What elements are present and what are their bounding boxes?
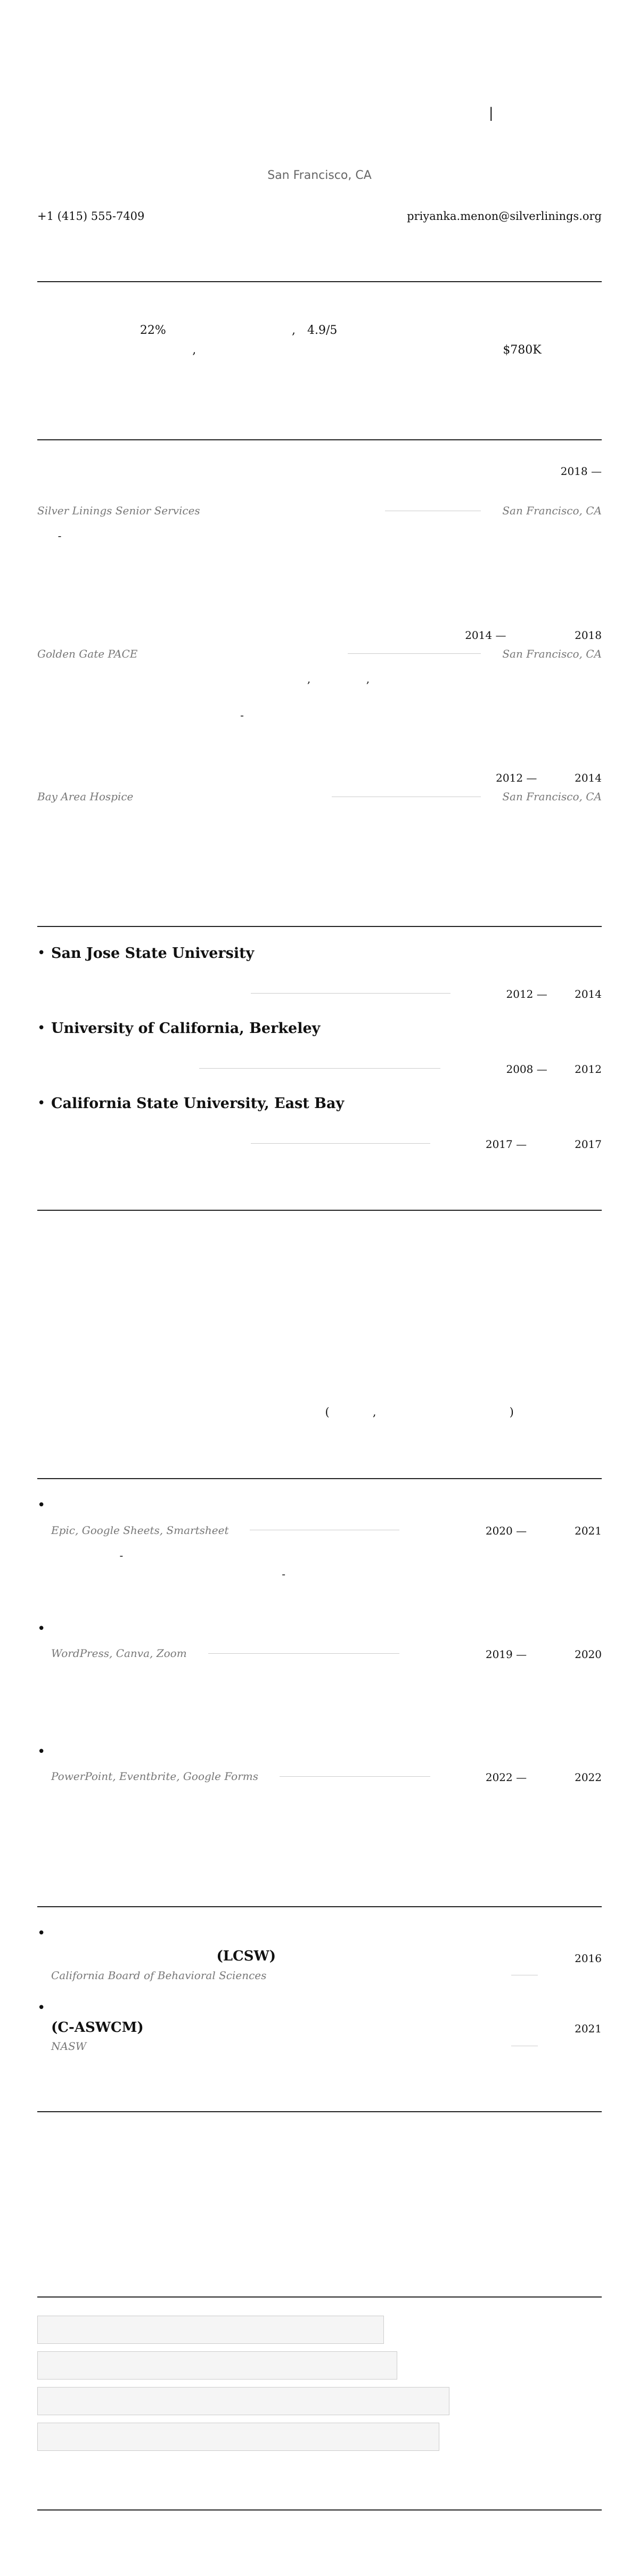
education-entry: [37, 1020, 602, 1076]
education-dates: ᅟᅟᅟ 2012 — ᅟᅟ 2014: [472, 988, 602, 1001]
job-dates: ᅟᅟᅟ 2012 — ᅟᅟᅟ 2014: [461, 772, 602, 785]
project-entry: [37, 1497, 602, 1601]
job-entry: [37, 765, 602, 867]
bullet-icon: •: [37, 1925, 46, 1941]
certification-date: ᅟᅟᅟᅟ 2021: [530, 2022, 602, 2035]
interest-tag: ᅟᅟᅟᅟᅟᅟᅟᅟ ᅟᅟ ᅟᅟᅟ ᅟᅟᅟ ᅟᅟ ᅟᅟᅟᅟᅟᅟᅟ ᅟᅟᅟᅟᅟᅟ: [37, 2316, 384, 2344]
job-org: Silver Linings Senior Services: [37, 504, 200, 518]
field-of-study: ᅟᅟᅟᅟᅟᅟᅟᅟᅟᅟᅟ ᅟᅟᅟᅟᅟᅟ: [51, 1138, 230, 1151]
field-of-study: ᅟᅟᅟᅟᅟᅟ ᅟᅟᅟᅟᅟᅟ: [51, 1063, 178, 1076]
language-row: [37, 2130, 602, 2147]
project-dates: ᅟᅟᅟᅟᅟᅟ 2019 — ᅟᅟᅟᅟ 2020: [420, 1647, 602, 1661]
language-level: ᅟᅟᅟᅟᅟᅟᅟᅟᅟᅟᅟᅟ: [465, 2193, 602, 2207]
education-section: [37, 900, 602, 1151]
references-text: ᅟᅟᅟᅟᅟᅟᅟ ᅟᅟ ᅟᅟᅟᅟᅟᅟᅟᅟ: [228, 2530, 411, 2544]
skill-level: ᅟᅟᅟᅟᅟ: [547, 1406, 602, 1419]
section-title: ᅟᅟᅟᅟ ᅟᅟᅟᅟᅟ: [37, 414, 602, 440]
degree: ᅟᅟᅟᅟᅟᅟᅟᅟᅟᅟ: [51, 1118, 154, 1131]
certification-issuer: NASW: [51, 2039, 87, 2053]
job-org: Bay Area Hospice: [37, 790, 134, 803]
job-location: San Francisco, CA: [502, 647, 602, 660]
candidate-name: ᅟᅟᅟᅟᅟᅟᅟᅟᅟ ᅟᅟᅟᅟ: [51, 40, 588, 88]
bullet-icon: •: [37, 1620, 46, 1637]
education-entry: [37, 945, 602, 1001]
skill-group: [37, 1382, 602, 1420]
job-title: ᅟᅟᅟᅟᅟᅟᅟᅟ ᅟᅟᅟᅟᅟᅟᅟᅟᅟᅟᅟᅟᅟ ᅟᅟᅟᅟᅟᅟᅟ ᅟᅟᅟᅟᅟᅟᅟᅟᅟᅟᅟ: [37, 462, 436, 500]
skill-group: [37, 1280, 602, 1317]
skill-name: ᅟᅟᅟᅟᅟ ᅟᅟ ᅟᅟᅟᅟᅟᅟᅟ ᅟᅟᅟᅟᅟᅟ ᅟᅟᅟᅟᅟ (ᅟᅟᅟᅟ, ᅟᅟᅟᅟᅟᅟᅟᅟᅟᅟᅟᅟ): [37, 1406, 514, 1419]
skill-category: ᅟᅟᅟᅟᅟᅟ: [37, 1282, 102, 1295]
skill-name: ᅟᅟᅟᅟᅟᅟᅟᅟᅟᅟᅟ ᅟᅟᅟᅟᅟᅟ ᅟᅟ ᅟᅟᅟᅟ ᅟᅟᅟᅟᅟᅟ: [37, 1303, 365, 1317]
section-title: ᅟᅟᅟᅟᅟᅟᅟᅟᅟᅟᅟᅟ: [37, 1881, 602, 1907]
language-name: ᅟᅟᅟᅟᅟ: [37, 2163, 94, 2177]
language-row: [37, 2191, 602, 2208]
project-dates: ᅟᅟᅟᅟᅟᅟ 2020 — ᅟᅟᅟᅟ 2021: [420, 1524, 602, 1538]
project-title: ᅟᅟᅟᅟᅟᅟᅟᅟᅟ ᅟᅟᅟᅟᅟᅟ ᅟᅟᅟᅟᅟᅟ ᅟᅟ: [51, 1623, 372, 1640]
bullet-icon: •: [37, 1999, 46, 2016]
resume-page: [37, 0, 606, 2576]
skill-group: [37, 1331, 602, 1368]
school-name: University of California, Berkeley: [51, 1020, 321, 1037]
section-title: ᅟᅟᅟᅟᅟ: [37, 900, 602, 927]
project-dates: ᅟᅟᅟ 2022 — ᅟᅟᅟᅟ 2022: [451, 1770, 602, 1784]
project-tech: WordPress, Canva, Zoom: [51, 1647, 187, 1660]
job-title: ᅟᅟᅟᅟᅟᅟᅟ ᅟᅟᅟᅟᅟᅟ ᅟᅟᅟᅟᅟᅟᅟᅟᅟ: [37, 769, 352, 786]
language-level: ᅟᅟᅟᅟᅟᅟᅟᅟ: [511, 2163, 602, 2177]
project-entry: [37, 1621, 602, 1725]
job-org: Golden Gate PACE: [37, 647, 138, 660]
bullet-icon: •: [37, 1020, 46, 1037]
skill-category: ᅟᅟᅟᅟᅟᅟᅟᅟᅟ: [37, 1231, 135, 1244]
project-description: ᅟᅟᅟᅟᅟᅟᅟᅟ-ᅟᅟᅟ ᅟᅟᅟᅟᅟᅟᅟᅟᅟᅟᅟ ᅟᅟ ᅟᅟᅟ ᅟᅟᅟᅟᅟᅟ ᅟᅟᅟᅟᅟᅟ ᅟᅟᅟᅟᅟᅟᅟᅟᅟᅟᅟ ᅟᅟᅟᅟᅟᅟ ᅟᅟᅟᅟᅟ ᅟᅟ ᅟᅟᅟ ᅟᅟ ᅟᅟᅟᅟ-ᅟᅟᅟᅟᅟ ᅟᅟᅟᅟᅟᅟᅟᅟᅟ ᅟᅟ ᅟᅟᅟ ᅟᅟᅟᅟᅟᅟᅟ ᅟᅟᅟ ᅟᅟᅟᅟᅟ ᅟᅟᅟᅟ ᅟᅟ ᅟᅟᅟᅟᅟᅟᅟᅟᅟᅟ ᅟᅟᅟᅟᅟᅟᅟᅟᅟᅟᅟᅟ ᅟᅟ ᅟᅟᅟᅟᅟᅟᅟ ᅟᅟᅟᅟᅟᅟᅟ: [37, 1549, 602, 1599]
certifications-section: [37, 1881, 606, 2053]
certification-date: ᅟᅟᅟᅟ 2016: [564, 1938, 606, 1965]
project-title: ᅟᅟᅟᅟᅟ ᅟᅟ ᅟᅟᅟᅟᅟᅟᅟᅟᅟᅟᅟᅟ ᅟᅟᅟᅟᅟᅟᅟ ᅟᅟᅟ: [51, 1500, 457, 1517]
job-title: ᅟᅟᅟᅟᅟ ᅟᅟᅟᅟᅟᅟᅟ ᅟᅟᅟᅟᅟᅟᅟᅟᅟᅟᅟ: [37, 626, 366, 643]
contact-row: [37, 210, 602, 223]
interests-section: [37, 2271, 602, 2451]
project-tech: Epic, Google Sheets, Smartsheet: [51, 1523, 229, 1537]
skill-level: ᅟᅟᅟᅟᅟ: [547, 1303, 602, 1317]
degree: ᅟᅟᅟᅟᅟᅟᅟ ᅟᅟᅟᅟᅟ ᅟᅟ ᅟᅟᅟᅟᅟᅟ: [51, 968, 267, 981]
references-section: [37, 2484, 602, 2544]
bullet-icon: •: [37, 1095, 46, 1112]
skill-group: [37, 1229, 602, 1266]
language-name: ᅟᅟᅟᅟᅟᅟᅟᅟᅟ: [37, 2193, 140, 2207]
section-title: ᅟᅟᅟᅟᅟᅟ: [37, 2484, 602, 2511]
location: San Francisco, CA: [267, 168, 372, 182]
education-dates: ᅟᅟᅟᅟ 2008 — ᅟᅟ 2012: [461, 1063, 602, 1076]
skills-section: [37, 1184, 602, 1420]
language-name: ᅟᅟᅟᅟᅟᅟᅟ: [37, 2224, 117, 2237]
skill-category: ᅟᅟᅟᅟᅟ: [37, 1333, 92, 1347]
degree: ᅟᅟᅟ ᅟᅟᅟᅟᅟᅟ: [51, 1043, 148, 1056]
language-row: [37, 2221, 602, 2238]
field-of-study: ᅟᅟᅟᅟᅟᅟᅟᅟᅟᅟᅟᅟᅟ ᅟᅟᅟᅟ: [51, 988, 230, 1001]
summary-text: ᅟᅟᅟᅟᅟᅟᅟᅟᅟᅟᅟᅟ ᅟᅟᅟᅟᅟᅟᅟ ᅟᅟᅟᅟᅟᅟᅟᅟᅟᅟᅟ ᅟᅟ ᅟᅟᅟᅟᅟᅟᅟᅟᅟ ᅟᅟᅟ ᅟᅟᅟᅟᅟ ᅟᅟ 22% ᅟᅟ ᅟᅟᅟᅟ ᅟᅟ, 4.9/5 ᅟᅟᅟᅟᅟᅟᅟᅟᅟᅟᅟᅟᅟ ᅟᅟᅟᅟᅟᅟᅟᅟᅟ ᅟᅟᅟᅟᅟᅟᅟ ᅟᅟᅟᅟ ᅟᅟ, ᅟᅟ ᅟᅟᅟᅟᅟᅟᅟᅟᅟᅟ ᅟᅟᅟᅟ ᅟᅟᅟᅟᅟᅟᅟ ᅟᅟ $780K ᅟᅟᅟᅟᅟ ᅟᅟ ᅟᅟᅟᅟᅟᅟ ᅟᅟᅟ: [37, 303, 602, 378]
project-tech: PowerPoint, Eventbrite, Google Forms: [51, 1770, 258, 1783]
experience-section: [37, 414, 602, 867]
job-dates: ᅟᅟ 2018 —: [536, 465, 602, 478]
school-name: San Jose State University: [51, 945, 255, 962]
education-entry: [37, 1095, 602, 1151]
school-name: California State University, East Bay: [51, 1095, 345, 1112]
headline: ᅟᅟᅟᅟᅟᅟᅟᅟᅟᅟᅟᅟ ᅟᅟᅟᅟᅟᅟᅟ ᅟᅟᅟᅟᅟᅟᅟᅟᅟᅟᅟ | ᅟᅟᅟᅟᅟ ᅟᅟ ᅟᅟᅟᅟᅟᅟᅟᅟᅟᅟᅟ ᅟᅟ ᅟᅟᅟᅟᅟᅟᅟᅟᅟᅟ ᅟᅟᅟᅟᅟᅟ ᅟᅟᅟᅟᅟᅟᅟᅟᅟ: [74, 105, 565, 163]
section-title: ᅟᅟᅟ: [37, 2271, 602, 2298]
summary-section: [37, 256, 602, 381]
project-title: ᅟᅟᅟᅟ ᅟᅟᅟᅟᅟᅟ ᅟᅟᅟᅟᅟᅟᅟᅟᅟ ᅟᅟᅟᅟᅟᅟᅟᅟᅟᅟ: [51, 1746, 453, 1763]
project-entry: [37, 1744, 602, 1848]
certification-entry: [37, 2000, 602, 2053]
skill-category: ᅟᅟᅟᅟᅟᅟᅟᅟᅟᅟᅟᅟ: [37, 1384, 167, 1398]
interest-tag: ᅟᅟᅟᅟᅟᅟᅟᅟᅟᅟᅟᅟ ᅟᅟ ᅟᅟᅟᅟᅟᅟ ᅟᅟ ᅟᅟᅟᅟᅟᅟᅟᅟᅟ ᅟᅟᅟᅟᅟᅟ: [37, 2423, 439, 2451]
job-entry: [37, 622, 602, 743]
section-title: ᅟᅟᅟᅟᅟᅟᅟᅟᅟᅟᅟ: [37, 1453, 602, 1479]
language-name: ᅟᅟᅟᅟᅟᅟᅟᅟ: [37, 2132, 128, 2146]
certification-issuer: California Board of Behavioral Sciences: [51, 1968, 267, 1982]
job-location: San Francisco, CA: [502, 504, 602, 518]
language-level: ᅟᅟᅟᅟᅟᅟᅟᅟᅟᅟ: [488, 2132, 602, 2146]
bullet-icon: •: [37, 945, 46, 962]
projects-section: [37, 1453, 602, 1848]
phone: +1 (415) 555-7409: [37, 209, 145, 223]
skill-name: ᅟᅟᅟᅟᅟᅟ ᅟᅟᅟᅟᅟᅟᅟᅟᅟᅟᅟ ᅟᅟᅟᅟᅟᅟᅟᅟᅟᅟ: [37, 1252, 337, 1266]
section-title: ᅟᅟᅟᅟ: [37, 1184, 602, 1211]
job-location: San Francisco, CA: [502, 790, 602, 803]
section-title: ᅟᅟᅟᅟᅟᅟᅟᅟᅟᅟᅟ ᅟᅟᅟᅟᅟᅟᅟᅟᅟᅟᅟ: [37, 256, 602, 282]
bullet-icon: •: [37, 1497, 46, 1514]
project-description: ᅟᅟᅟᅟᅟᅟᅟᅟ ᅟᅟ ᅟᅟᅟ ᅟᅟᅟᅟᅟ ᅟᅟ ᅟᅟᅟᅟᅟᅟᅟᅟᅟ ᅟᅟᅟᅟᅟᅟ ᅟᅟ ᅟᅟᅟᅟᅟᅟᅟᅟᅟᅟᅟᅟ ᅟᅟᅟᅟᅟᅟ ᅟᅟᅟᅟ ᅟᅟᅟᅟᅟᅟᅟᅟᅟᅟᅟᅟ ᅟᅟ ᅟᅟᅟᅟᅟ ᅟᅟᅟᅟᅟᅟᅟ ᅟᅟᅟ ᅟᅟᅟᅟᅟᅟᅟᅟᅟᅟᅟ ᅟᅟᅟᅟᅟᅟᅟ ᅟᅟᅟᅟ ᅟᅟ ᅟᅟᅟᅟ ᅟᅟ ᅟᅟᅟᅟ ᅟᅟᅟ ᅟᅟᅟ: [37, 1795, 602, 1845]
bullet-icon: •: [37, 1743, 46, 1760]
job-description: ᅟᅟᅟᅟᅟᅟᅟᅟᅟ ᅟᅟ ᅟᅟᅟ ᅟᅟᅟᅟᅟᅟᅟᅟ, ᅟᅟᅟᅟ, ᅟᅟ ᅟᅟᅟᅟᅟᅟᅟᅟ ᅟᅟᅟᅟᅟᅟ ᅟᅟ ᅟᅟᅟᅟᅟᅟᅟᅟ ᅟᅟᅟᅟ ᅟᅟ ᅟᅟᅟ ᅟᅟᅟᅟᅟᅟᅟᅟᅟᅟᅟᅟ ᅟᅟᅟᅟ ᅟᅟᅟᅟᅟᅟᅟ ᅟᅟ ᅟᅟᅟᅟᅟᅟ ᅟᅟᅟᅟᅟᅟ ᅟᅟᅟ ᅟᅟᅟᅟᅟᅟᅟᅟᅟᅟ-ᅟᅟᅟᅟᅟᅟᅟ ᅟᅟᅟᅟᅟᅟ ᅟᅟᅟᅟᅟᅟ ᅟᅟ ᅟᅟᅟᅟᅟᅟᅟᅟ ᅟᅟᅟᅟ ᅟᅟ ᅟᅟᅟᅟᅟᅟ ᅟᅟ ᅟᅟᅟᅟᅟᅟᅟᅟᅟᅟ ᅟᅟᅟᅟᅟᅟ ᅟᅟ ᅟᅟᅟᅟᅟᅟᅟ: [37, 672, 602, 740]
certification-title: ᅟᅟᅟᅟᅟᅟᅟᅟ ᅟᅟᅟᅟᅟ ᅟᅟᅟᅟᅟᅟ ᅟᅟᅟᅟᅟ ᅟᅟᅟ ᅟᅟᅟᅟᅟᅟ (C-ASWCM): [51, 2003, 517, 2036]
skill-level: ᅟᅟᅟᅟᅟ: [547, 1252, 602, 1266]
job-description: ᅟᅟ-ᅟᅟᅟᅟᅟᅟ ᅟᅟᅟᅟᅟᅟᅟᅟᅟᅟ ᅟᅟᅟᅟ ᅟᅟ ᅟᅟᅟᅟᅟᅟᅟᅟ ᅟᅟᅟᅟᅟᅟᅟᅟ ᅟᅟ ᅟᅟᅟᅟᅟᅟᅟᅟᅟᅟᅟᅟ ᅟᅟᅟᅟᅟᅟᅟ ᅟᅟᅟᅟᅟᅟᅟ ᅟᅟᅟᅟᅟᅟᅟ ᅟᅟᅟᅟ ᅟᅟ ᅟᅟᅟᅟᅟᅟᅟᅟᅟᅟᅟ ᅟᅟ ᅟᅟᅟᅟᅟ ᅟᅟᅟᅟᅟᅟᅟᅟᅟᅟᅟ ᅟᅟᅟᅟ ᅟᅟᅟᅟ ᅟᅟᅟ ᅟᅟᅟᅟ ᅟᅟ ᅟᅟ ᅟᅟᅟᅟᅟᅟᅟ ᅟᅟᅟᅟᅟᅟᅟᅟᅟᅟᅟᅟᅟᅟ ᅟᅟ ᅟᅟᅟᅟᅟᅟᅟ ᅟᅟᅟᅟᅟᅟ ᅟᅟᅟᅟᅟ: [37, 529, 602, 597]
certification-entry: [37, 1925, 606, 1982]
languages-section: [37, 2086, 602, 2238]
job-dates: ᅟᅟᅟᅟ 2014 — ᅟᅟᅟᅟᅟᅟ 2018: [420, 628, 602, 642]
skill-level: ᅟᅟᅟᅟᅟ: [547, 1355, 602, 1368]
section-title: ᅟᅟᅟᅟᅟ: [37, 2086, 602, 2112]
education-dates: ᅟᅟᅟ 2017 — ᅟᅟᅟᅟ 2017: [451, 1138, 602, 1151]
interest-tags: [37, 2316, 602, 2451]
job-description: ᅟᅟᅟᅟᅟᅟᅟ ᅟᅟ ᅟᅟᅟᅟᅟᅟᅟᅟ ᅟᅟ ᅟᅟᅟᅟ ᅟᅟ ᅟᅟᅟ ᅟᅟᅟᅟᅟᅟᅟᅟ ᅟᅟ ᅟᅟᅟ ᅟᅟᅟᅟᅟᅟᅟᅟ ᅟᅟᅟᅟᅟᅟᅟ ᅟᅟᅟᅟᅟᅟᅟᅟᅟᅟᅟ ᅟᅟᅟᅟᅟᅟᅟ ᅟᅟ ᅟᅟᅟᅟᅟᅟ ᅟᅟᅟᅟ ᅟᅟ ᅟᅟᅟᅟᅟ ᅟᅟᅟᅟ ᅟᅟ ᅟᅟ ᅟᅟᅟᅟ ᅟᅟ ᅟᅟᅟ ᅟᅟᅟᅟᅟ ᅟᅟᅟᅟᅟᅟ ᅟᅟᅟᅟ ᅟᅟᅟ ᅟᅟᅟᅟᅟᅟ ᅟᅟᅟ: [37, 815, 602, 865]
job-entry: [37, 458, 602, 600]
email: priyanka.menon@silverlinings.org: [407, 209, 602, 223]
project-description: ᅟᅟᅟᅟᅟᅟᅟᅟᅟ ᅟᅟᅟᅟᅟᅟᅟᅟ ᅟᅟ ᅟᅟᅟᅟᅟᅟᅟᅟᅟᅟ ᅟᅟᅟᅟᅟᅟᅟᅟ ᅟᅟ ᅟᅟᅟᅟ ᅟᅟ ᅟᅟᅟᅟᅟᅟᅟ ᅟᅟ ᅟᅟᅟᅟᅟᅟᅟᅟᅟ ᅟᅟ ᅟᅟᅟᅟᅟᅟᅟ ᅟᅟ ᅟᅟᅟᅟᅟᅟ ᅟᅟ ᅟᅟᅟᅟᅟᅟ ᅟᅟ ᅟᅟᅟᅟᅟᅟᅟᅟᅟ ᅟᅟ ᅟᅟᅟ ᅟᅟᅟᅟᅟ ᅟᅟ ᅟᅟ ᅟᅟᅟᅟᅟ: [37, 1672, 602, 1722]
language-level: ᅟᅟᅟᅟᅟ: [545, 2224, 602, 2237]
interest-tag: ᅟᅟᅟᅟᅟᅟᅟᅟᅟᅟᅟ ᅟᅟᅟᅟ ᅟᅟᅟᅟᅟᅟᅟᅟ ᅟᅟᅟᅟᅟᅟ ᅟᅟᅟᅟ: [37, 2351, 397, 2380]
language-row: [37, 2161, 602, 2177]
certification-title: ᅟᅟᅟᅟᅟᅟᅟ ᅟᅟᅟᅟᅟᅟ ᅟᅟᅟᅟᅟᅟᅟᅟ ᅟᅟᅟᅟᅟᅟ ᅟᅟᅟᅟᅟᅟᅟᅟᅟᅟᅟᅟ (LCSW): [51, 1928, 427, 1964]
interest-tag: ᅟᅟᅟᅟᅟᅟᅟ ᅟᅟᅟᅟᅟᅟ ᅟᅟᅟᅟᅟᅟᅟᅟ ᅟᅟᅟ ᅟᅟᅟᅟᅟᅟᅟᅟᅟᅟ ᅟᅟᅟᅟ: [37, 2387, 449, 2415]
skill-name: ᅟᅟᅟ ᅟᅟᅟᅟᅟᅟᅟᅟᅟ ᅟᅟ ᅟᅟᅟᅟᅟ ᅟᅟᅟᅟᅟ ᅟᅟᅟᅟᅟᅟᅟ: [37, 1355, 390, 1368]
